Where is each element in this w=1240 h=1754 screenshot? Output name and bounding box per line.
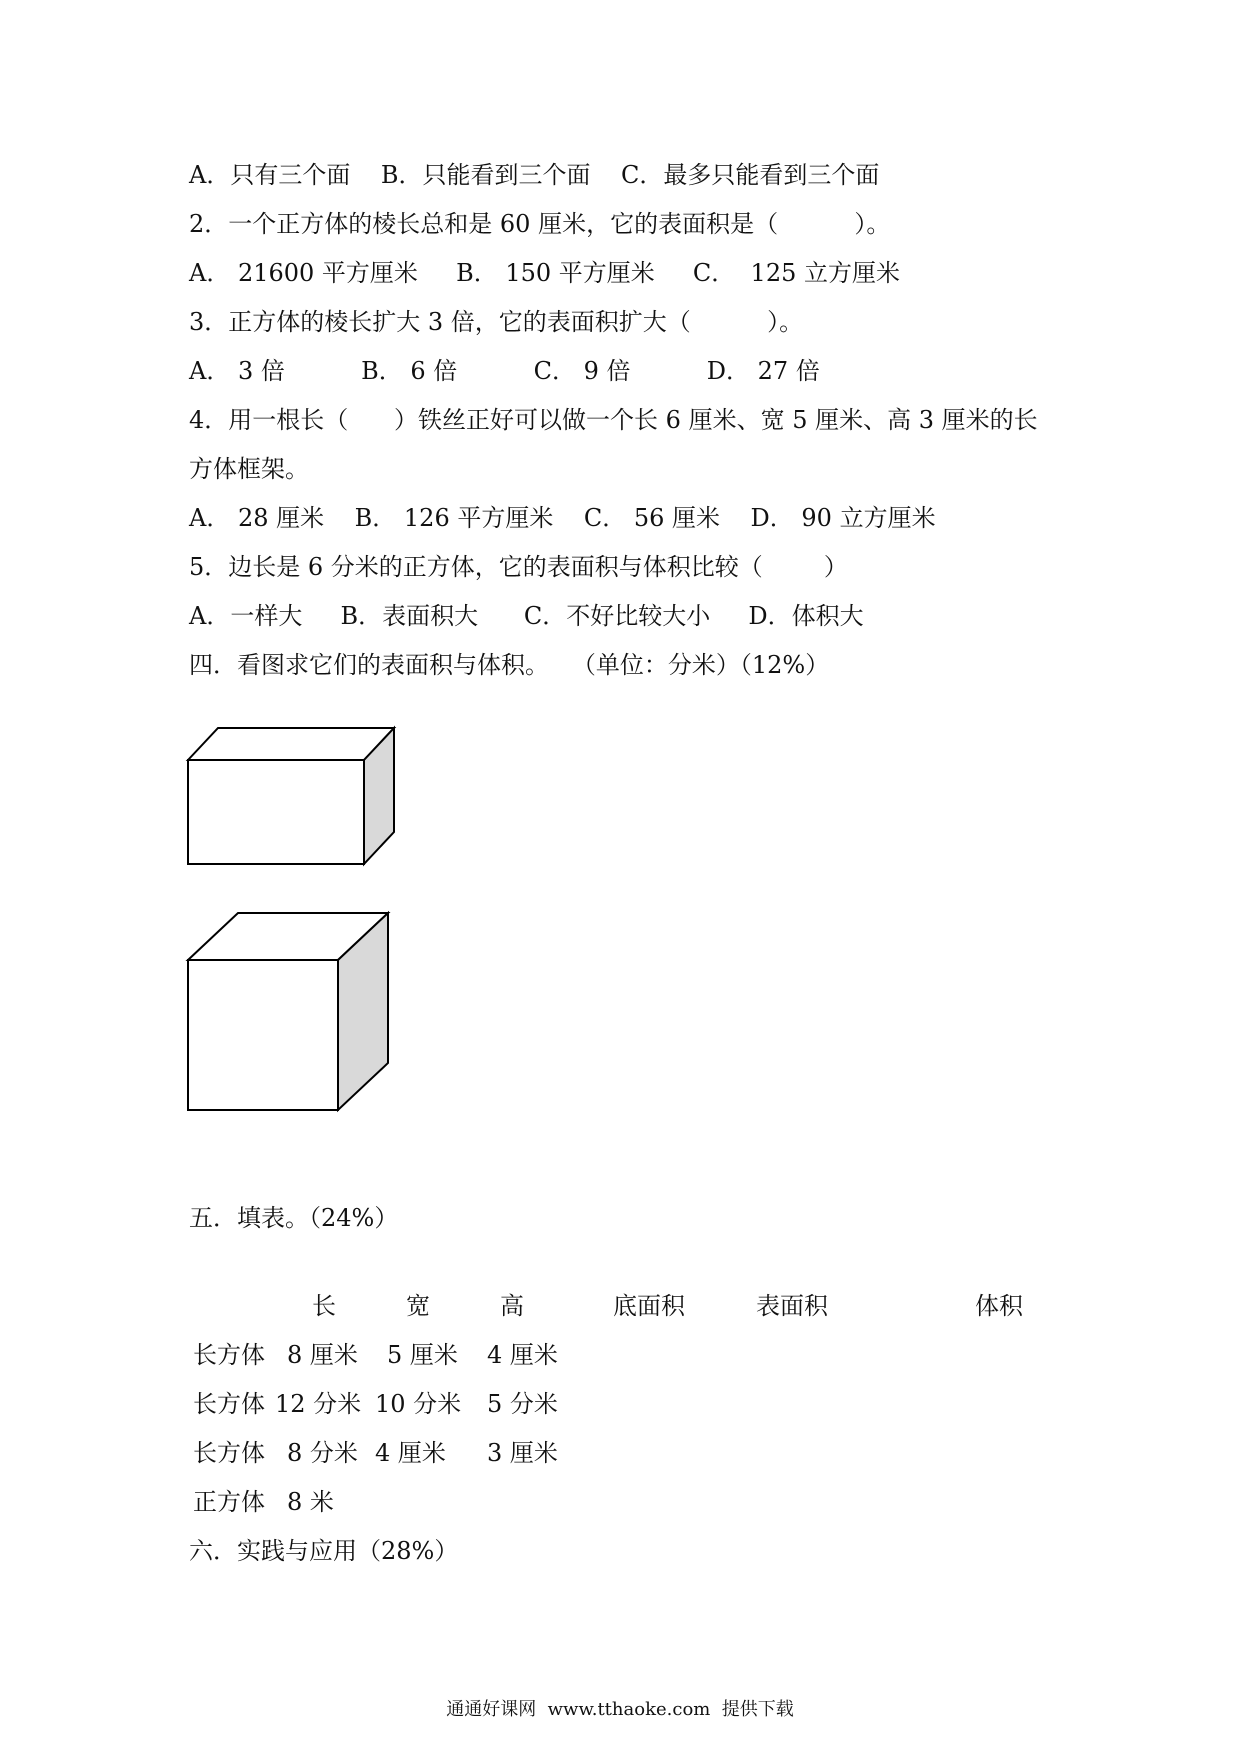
row-shape: 长方体 [193, 1439, 265, 1467]
row-height: 3 厘米 [487, 1439, 558, 1467]
row-length: 8 米 [287, 1488, 334, 1516]
row-shape: 长方体 [193, 1341, 265, 1369]
q5-options: A．一样大 B．表面积大 C．不好比较大小 D．体积大 [189, 602, 864, 630]
row-length: 8 分米 [287, 1439, 358, 1467]
row-height: 4 厘米 [487, 1341, 558, 1369]
section4-title: 四．看图求它们的表面积与体积。 （单位：分米）（12%） [189, 651, 830, 679]
q3-stem: 3．正方体的棱长扩大 3 倍，它的表面积扩大（ ）。 [189, 308, 804, 336]
header-length: 长 [312, 1292, 336, 1320]
section6-title: 六．实践与应用（28%） [189, 1537, 459, 1565]
cube-front-face [188, 960, 338, 1110]
header-width: 宽 [406, 1292, 430, 1320]
header-surface-area: 表面积 [756, 1292, 828, 1320]
page-footer: 通通好课网 www.tthaoke.com 提供下载 [446, 1699, 794, 1720]
row-height: 5 分米 [487, 1390, 558, 1418]
row-width: 5 厘米 [387, 1341, 458, 1369]
row-shape: 正方体 [193, 1488, 265, 1516]
q4-options: A． 28 厘米 B． 126 平方厘米 C． 56 厘米 D． 90 立方厘米 [189, 504, 936, 532]
row-length: 12 分米 [275, 1390, 362, 1418]
q4-stem-line1: 4．用一根长（ ）铁丝正好可以做一个长 6 厘米、宽 5 厘米、高 3 厘米的长 [189, 406, 1038, 434]
q2-options: A． 21600 平方厘米 B． 150 平方厘米 C． 125 立方厘米 [189, 259, 900, 287]
cuboid-front-face [188, 760, 364, 864]
cuboid-top-face [188, 728, 394, 760]
cuboid-figure [180, 720, 410, 870]
row-width: 10 分米 [375, 1390, 462, 1418]
q2-stem: 2．一个正方体的棱长总和是 60 厘米，它的表面积是（ ）。 [189, 210, 891, 238]
q3-options: A． 3 倍 B． 6 倍 C． 9 倍 D． 27 倍 [189, 357, 820, 385]
header-base-area: 底面积 [613, 1292, 685, 1320]
q4-stem-line2: 方体框架。 [189, 455, 309, 483]
cube-figure [180, 905, 405, 1120]
header-volume: 体积 [975, 1292, 1023, 1320]
q1-options: A．只有三个面 B．只能看到三个面 C．最多只能看到三个面 [189, 161, 880, 189]
row-shape: 长方体 [193, 1390, 265, 1418]
row-width: 4 厘米 [375, 1439, 446, 1467]
section5-title: 五．填表。（24%） [189, 1204, 399, 1232]
row-length: 8 厘米 [287, 1341, 358, 1369]
header-height: 高 [500, 1292, 524, 1320]
q5-stem: 5．边长是 6 分米的正方体，它的表面积与体积比较（ ） [189, 553, 848, 581]
